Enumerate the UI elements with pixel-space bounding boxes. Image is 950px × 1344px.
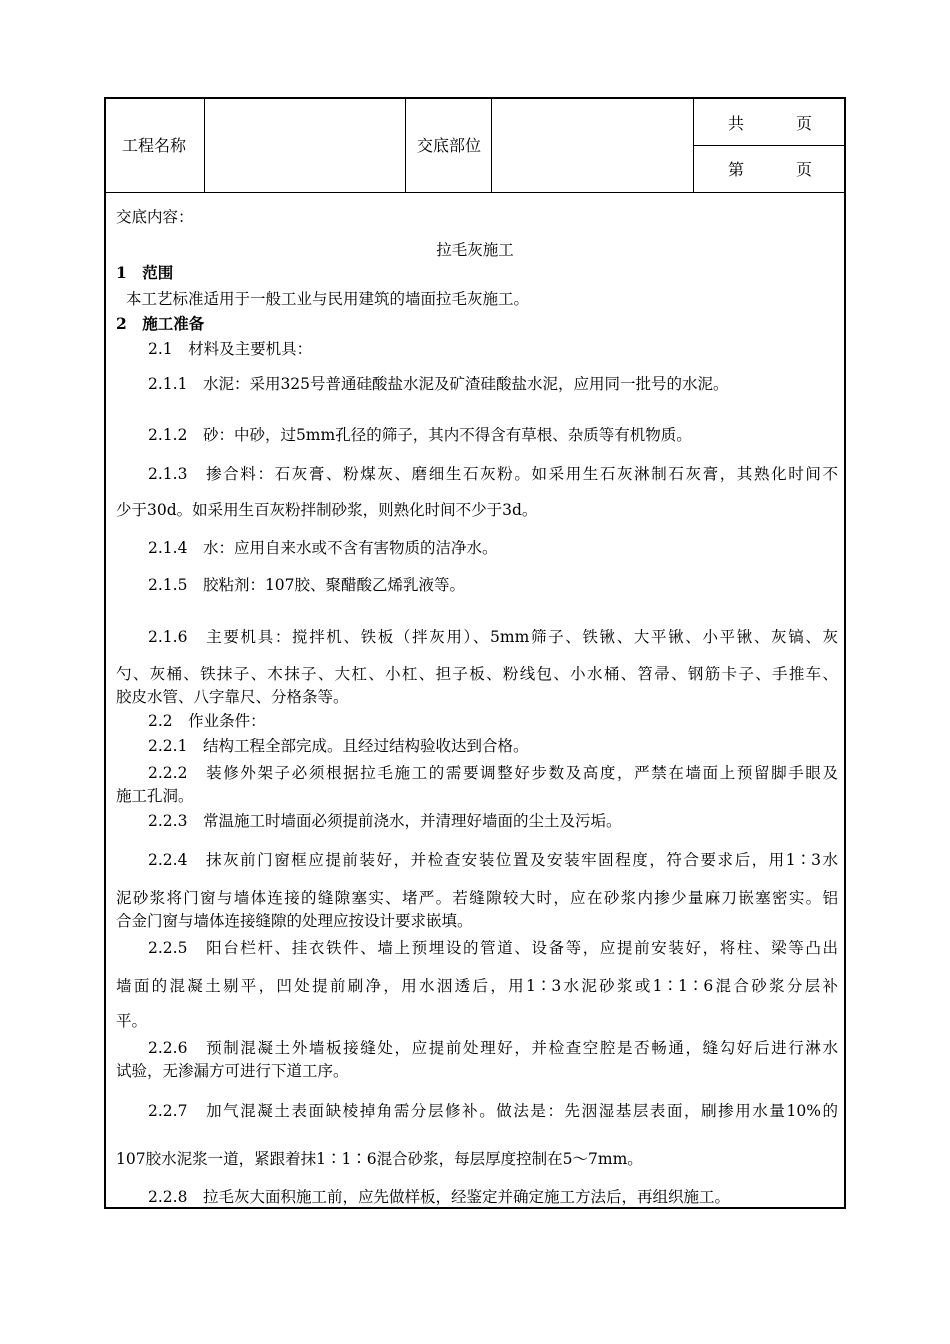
disclosure-form [104,97,846,1209]
clause-2-2-4-end: 合金门窗与墙体连接缝隙的处理应按设计要求嵌填。 [116,912,473,930]
form-header [106,99,844,193]
clause-2-2-3: 2.2.3 常温施工时墙面必须提前浇水，并清理好墙面的尘土及污垢。 [148,812,622,830]
clause-2-1-6: 2.1.6 主要机具：搅拌机、铁板（拌灰用）、5mm筛子、铁锹、大平锹、小平锹、灰镐、灰 [148,628,838,646]
content-intro: 交底内容： [116,208,194,226]
clause-2-2-1: 2.2.1 结构工程全部完成。且经过结构验收达到合格。 [148,737,529,755]
clause-2-2-5-cont: 墙面的混凝土剔平，凹处提前刷净，用水洇透后，用1∶3水泥砂浆或1∶1∶6混合砂浆分层补 [116,977,838,995]
total-pages-unit: 页 [796,114,813,133]
clause-2-2-4: 2.2.4 抹灰前门窗框应提前装好，并检查安装位置及安装牢固程度，符合要求后，用1∶3水 [148,851,838,869]
clause-2-2-7-cont: 107胶水泥浆一道，紧跟着抹1∶1∶6混合砂浆，每层厚度控制在5～7mm。 [116,1150,643,1168]
clause-2-1: 2.1 材料及主要机具： [148,340,313,358]
clause-2-1-6-end: 胶皮水管、八字靠尺、分格条等。 [116,688,349,706]
clause-2-2-5-end: 平。 [116,1012,148,1030]
divider [204,99,205,192]
project-name-label: 工程名称 [122,136,187,155]
clause-2-1-3-cont: 少于30d。如采用生百灰粉拌制砂浆，则熟化时间不少于3d。 [116,501,538,519]
clause-2-2-7: 2.2.7 加气混凝土表面缺棱掉角需分层修补。做法是：先洇湿基层表面，刷掺用水量10%的 [148,1102,838,1120]
divider [405,99,406,192]
clause-2-1-2: 2.1.2 砂：中砂，过5mm孔径的筛子，其内不得含有草根、杂质等有机物质。 [148,426,692,444]
section-1-title: 1 范围 [116,263,174,282]
clause-2-2-4-cont: 泥砂浆将门窗与墙体连接的缝隙塞实、堵严。若缝隙较大时，应在砂浆内掺少量麻刀嵌塞密实。铝 [116,889,838,907]
clause-2-2-2-cont: 施工孔洞。 [116,787,194,805]
page-number-label: 第 [728,160,745,179]
clause-2-2: 2.2 作业条件： [148,712,266,730]
clause-2-1-5: 2.1.5 胶粘剂：107胶、聚醋酸乙烯乳液等。 [148,576,466,594]
section-2-title: 2 施工准备 [116,314,205,333]
page-number-unit: 页 [796,160,813,179]
clause-2-2-8: 2.2.8 拉毛灰大面积施工前，应先做样板，经鉴定并确定施工方法后，再组织施工。 [148,1188,730,1206]
divider [491,99,492,192]
clause-2-1-1: 2.1.1 水泥：采用325号普通硅酸盐水泥及矿渣硅酸盐水泥，应用同一批号的水泥。 [148,375,729,393]
total-pages-label: 共 [728,114,745,133]
clause-2-2-5: 2.2.5 阳台栏杆、挂衣铁件、墙上预埋设的管道、设备等，应提前安装好，将柱、梁等凸出 [148,939,838,957]
clause-2-1-4: 2.1.4 水：应用自来水或不含有害物质的洁净水。 [148,539,498,557]
clause-2-1-3: 2.1.3 掺合料：石灰膏、粉煤灰、磨细生石灰粉。如采用生石灰淋制石灰膏，其熟化时间不 [148,465,838,483]
clause-2-1-6-cont: 勺、灰桶、铁抹子、木抹子、大杠、小杠、担子板、粉线包、小水桶、笤帚、钢筋卡子、手推车、 [116,665,838,683]
clause-2-2-6-cont: 试验，无渗漏方可进行下道工序。 [116,1062,349,1080]
section-1-text: 本工艺标准适用于一般工业与民用建筑的墙面拉毛灰施工。 [126,290,530,308]
clause-2-2-2: 2.2.2 装修外架子必须根据拉毛施工的需要调整好步数及高度，严禁在墙面上预留脚手眼及 [148,764,838,782]
location-label: 交底部位 [417,136,482,155]
document-title: 拉毛灰施工 [436,241,514,259]
clause-2-2-6: 2.2.6 预制混凝土外墙板接缝处，应提前处理好，并检查空腔是否畅通，缝勾好后进行淋水 [148,1039,838,1057]
divider [693,145,844,146]
